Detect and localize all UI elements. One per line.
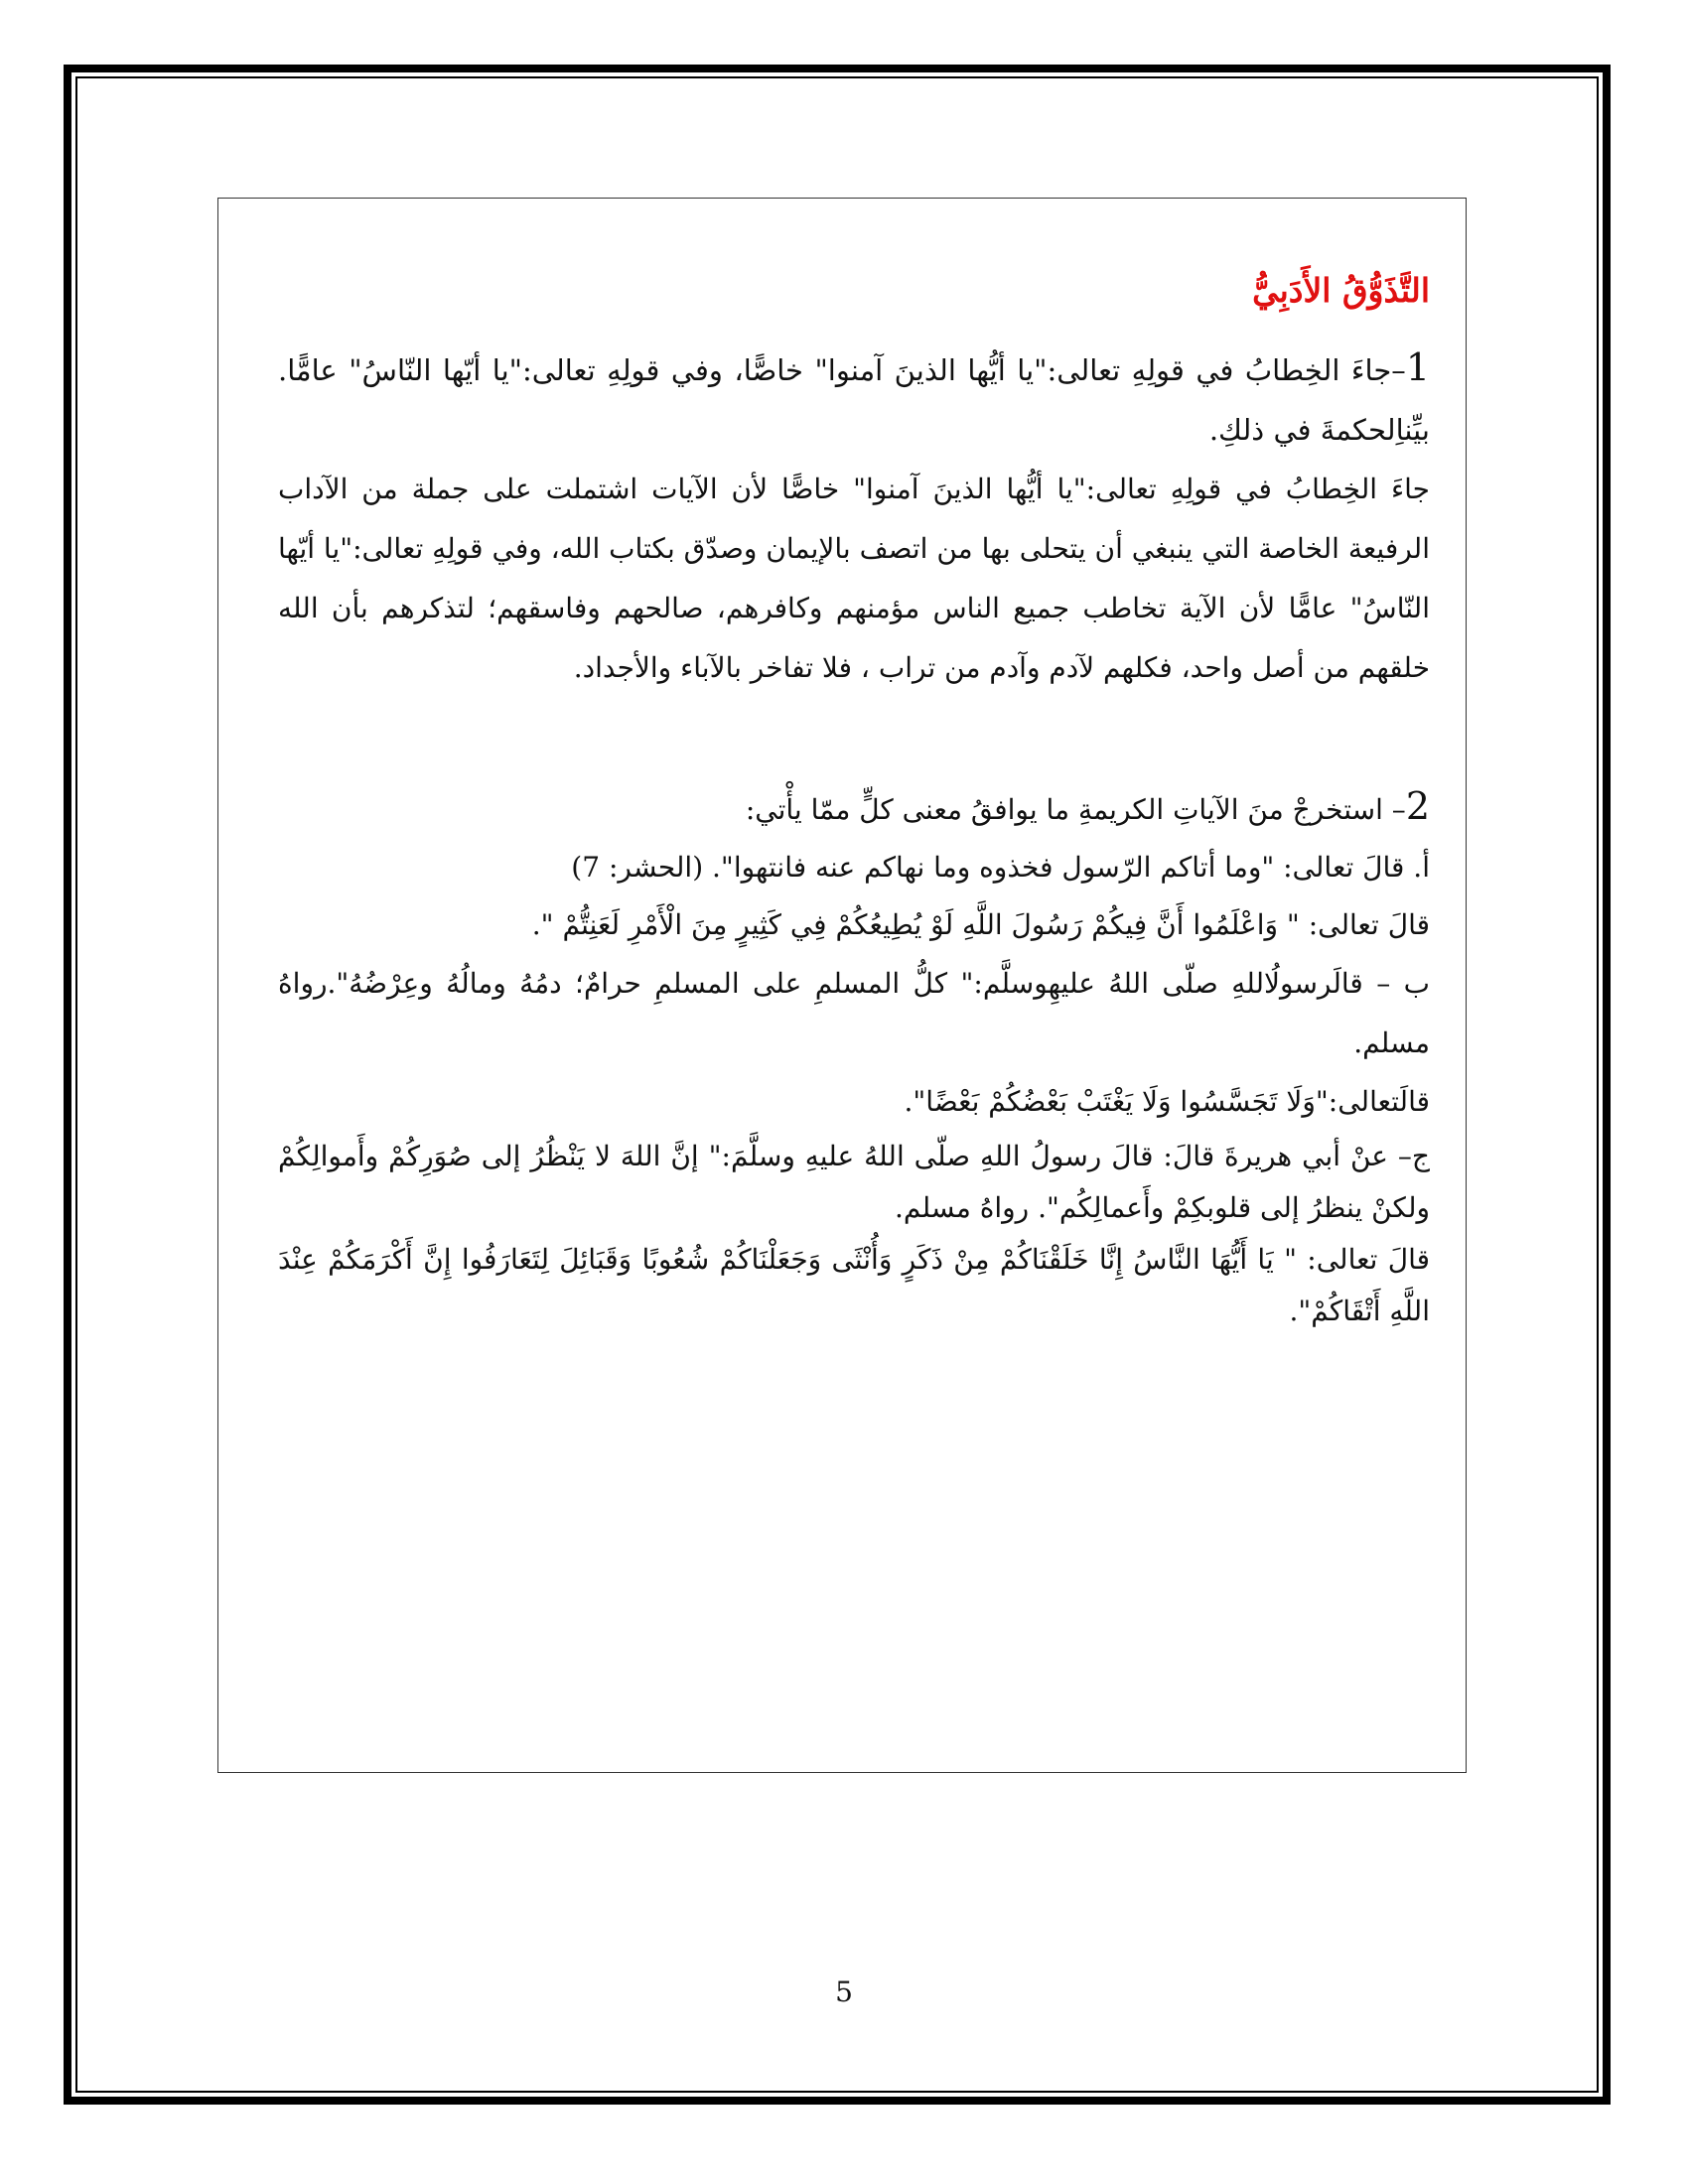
item-b: ب – قالَرسولُاللهِ صلّى اللهُ عليهِوسلَّم:" كلُّ المسلمِ على المسلمِ حرامٌ؛ دمُهُ ومالُهُ وعِرْضُهُ".رواهُ مسلم. (278, 967, 1430, 1059)
question-2-number: 2 (1405, 784, 1430, 828)
document-body (278, 266, 1430, 1337)
question-2-text: – استخرجْ منَ الآياتِ الكريمةِ ما يوافقُ معنى كلٍّ ممّا يأْتي: (745, 793, 1406, 826)
section-title: التَّذَوُّقُ الأَدَبِيُّ (1252, 271, 1430, 310)
answer-a: قالَ تعالى: " وَاعْلَمُوا أَنَّ فِيكُمْ رَسُولَ اللَّهِ لَوْ يُطِيعُكُمْ فِي كَثِيرٍ مِنَ الْأَمْرِ لَعَنِتُّمْ ". (531, 908, 1430, 941)
question-1-text: –جاءَ الخِطابُ في قولِهِ تعالى:"يا أيُّها الذينَ آمنوا" خاصًّا، وفي قولِهِ تعالى:"يا أيّها النّاسُ" عامًّا. بيِّناِلحكمةَ في ذلكِ. (278, 353, 1430, 447)
item-c: ج– عنْ أبي هريرةَ قالَ: قالَ رسولُ اللهِ صلّى اللهُ عليهِ وسلَّمَ:" إنَّ اللهَ لا يَنْظُرُ إلى صُوَرِكُمْ وأَموالِكُمْ ولكنْ ينظرُ إلى قلوبكِمْ وأَعمالِكُم". رواهُ مسلم. (278, 1140, 1430, 1224)
question-1-answer: جاءَ الخِطابُ في قولِهِ تعالى:"يا أيُّها الذينَ آمنوا" خاصًّا لأن الآيات اشتملت على جملة من الآداب الرفيعة الخاصة التي ينبغي أن يتحلى بها من اتصف بالإيمان وصدّق بكتاب الله، وفي قولِهِ تعالى:"يا أيّها النّاسُ" عامًّا لأن الآية تخاطب جميع الناس مؤمنهم وكافرهم، صالحهم وفاسقهم؛ لتذكرهم بأن الله خلقهم من أصل واحد، فكلهم لآدم وآدم من تراب ، فلا تفاخر بالآباء والأجداد. (278, 473, 1430, 684)
section-spacer (278, 698, 1430, 777)
question-1 (278, 338, 1430, 460)
question-1-number: 1 (1405, 345, 1430, 389)
page-number: 5 (835, 1976, 853, 2008)
question-2 (278, 777, 1430, 839)
item-a: أ. قالَ تعالى: "وما أتاكم الرّسول فخذوه وما نهاكم عنه فانتهوا". (الحشر: 7) (571, 851, 1430, 884)
answer-c: قالَ تعالى: " يَا أَيُّهَا النَّاسُ إِنَّا خَلَقْنَاكُمْ مِنْ ذَكَرٍ وَأُنْثَى وَجَعَلْنَاكُمْ شُعُوبًا وَقَبَائِلَ لِتَعَارَفُوا إِنَّ أَكْرَمَكُمْ عِنْدَ اللَّهِ أَتْقَاكُمْ". (278, 1243, 1430, 1327)
answer-b: قالَتعالى:"وَلَا تَجَسَّسُوا وَلَا يَغْتَبْ بَعْضُكُمْ بَعْضًا". (904, 1085, 1430, 1118)
